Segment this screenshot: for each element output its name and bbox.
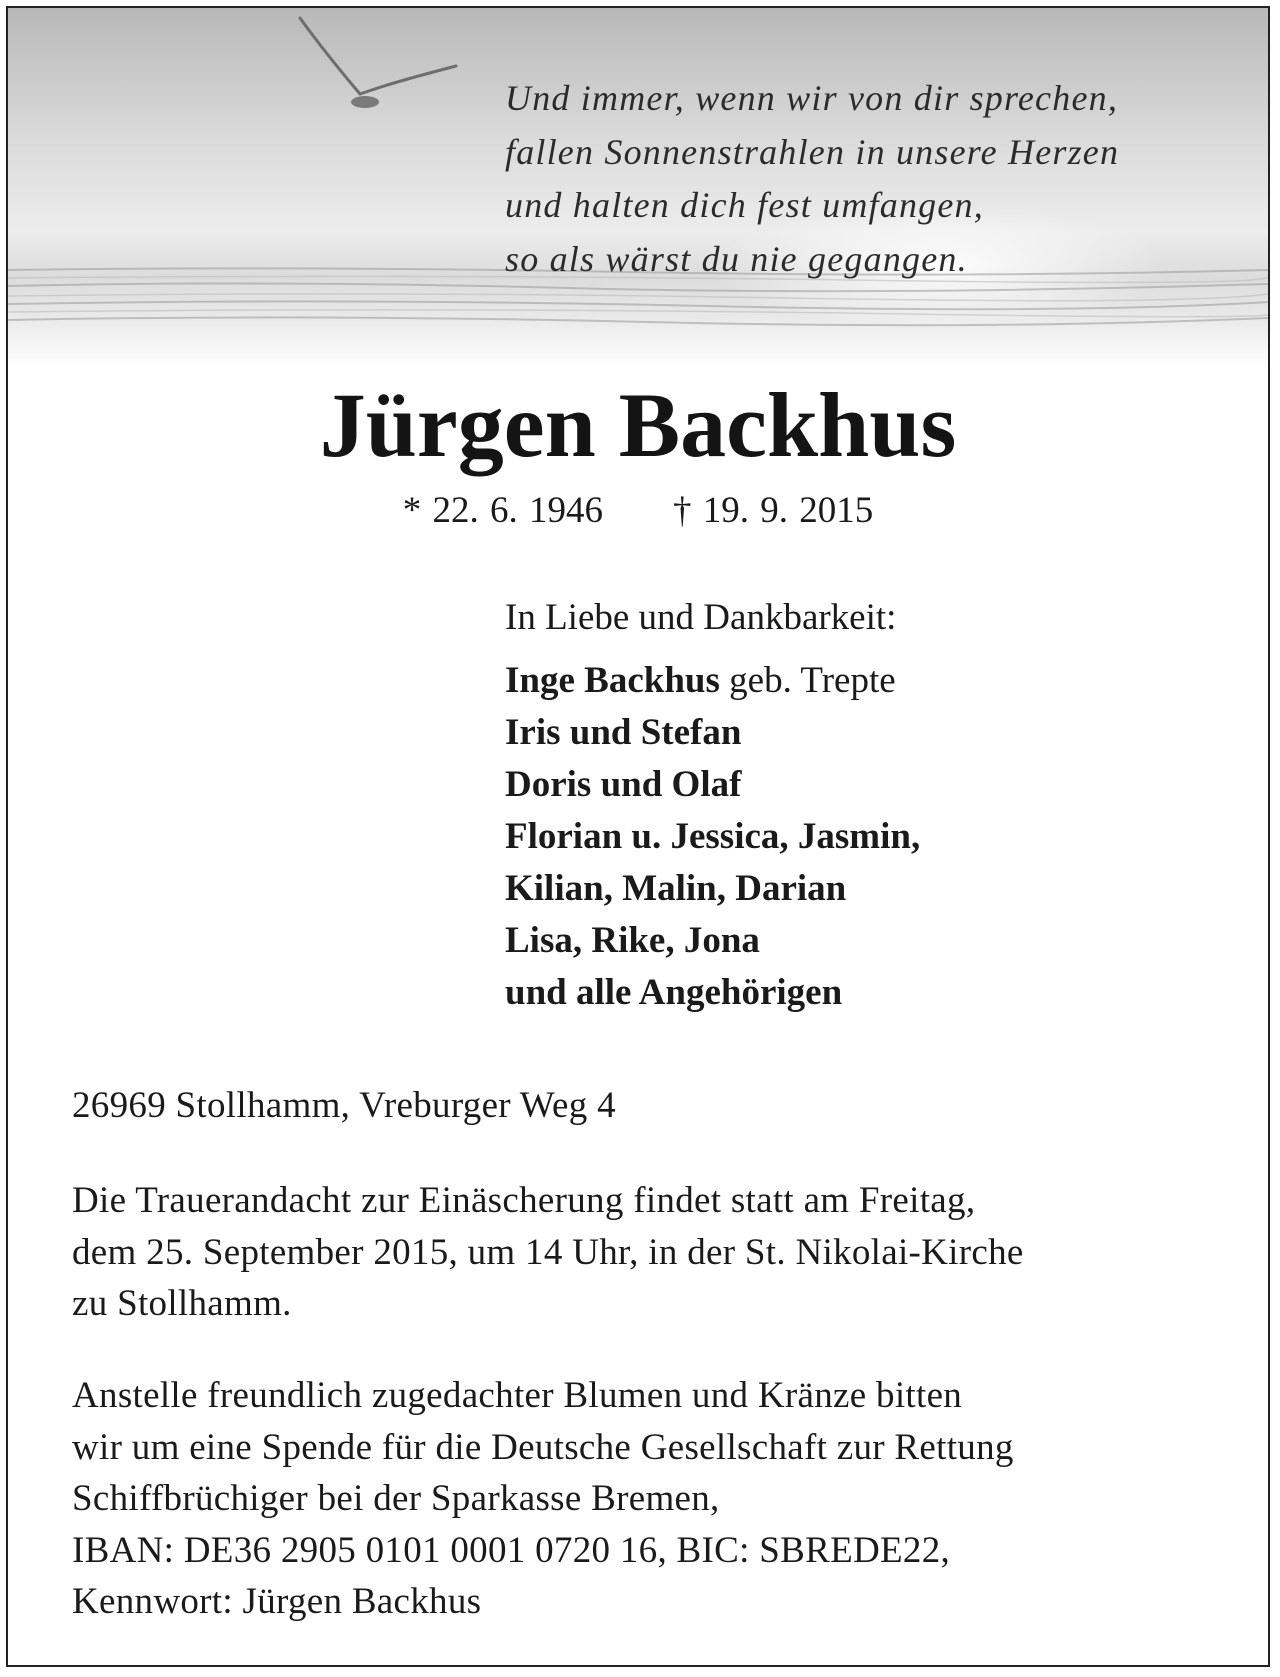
- donation-info: [72, 1370, 1242, 1628]
- mourner-line: [505, 967, 1245, 1019]
- mourner-name-bold: Florian u. Jessica, Jasmin,: [505, 816, 921, 857]
- mourner-name-bold: Kilian, Malin, Darian: [505, 868, 847, 909]
- death-date: † 19. 9. 2015: [673, 490, 874, 531]
- poem-line: und halten dich fest umfangen,: [505, 185, 984, 225]
- mourner-name-bold: Lisa, Rike, Jona: [505, 920, 760, 961]
- mourner-name-bold: Iris und Stefan: [505, 712, 742, 753]
- mourner-line: [505, 811, 1245, 863]
- birth-date: * 22. 6. 1946: [402, 490, 603, 531]
- address: [72, 1080, 1242, 1132]
- donation-line: IBAN: DE36 2905 0101 0001 0720 16, BIC: SBREDE22,: [72, 1529, 951, 1571]
- poem: [505, 72, 1245, 286]
- donation-line: Anstelle freundlich zugedachter Blumen und Kränze bitten: [72, 1375, 963, 1416]
- mourner-line: [505, 915, 1245, 967]
- ceremony-info: [72, 1175, 1242, 1330]
- ceremony-line: zu Stollhamm.: [72, 1283, 292, 1324]
- mourner-name-bold: Doris und Olaf: [505, 764, 742, 805]
- mourner-line: [505, 707, 1245, 759]
- mourner-line: [505, 863, 1245, 915]
- poem-line: so als wärst du nie gegangen.: [505, 238, 968, 279]
- deceased-name: Jürgen Backhus: [319, 374, 957, 476]
- mourner-name-bold: Inge Backhus: [505, 660, 720, 701]
- ceremony-line: Die Trauerandacht zur Einäscherung findet statt am Freitag,: [72, 1180, 976, 1221]
- address-line: 26969 Stollhamm, Vreburger Weg 4: [72, 1085, 616, 1126]
- poem-line: fallen Sonnenstrahlen in unsere Herzen: [505, 131, 1120, 172]
- life-dates: [8, 486, 1268, 536]
- donation-line: wir um eine Spende für die Deutsche Gesellschaft zur Rettung: [72, 1426, 1014, 1468]
- mourner-line: [505, 655, 1245, 707]
- poem-line: Und immer, wenn wir von dir sprechen,: [505, 78, 1119, 118]
- mourners-intro: In Liebe und Dankbarkeit:: [505, 597, 897, 638]
- mourner-name-bold: und alle Angehörigen: [505, 972, 843, 1013]
- ceremony-line: dem 25. September 2015, um 14 Uhr, in der St. Nikolai-Kirche: [72, 1231, 1024, 1273]
- mourner-maiden-name: geb. Trepte: [719, 660, 896, 701]
- donation-line: Schiffbrüchiger bei der Sparkasse Bremen,: [72, 1478, 720, 1519]
- mourner-line: [505, 759, 1245, 811]
- donation-line: Kennwort: Jürgen Backhus: [72, 1581, 482, 1622]
- mourners-list: [505, 655, 1245, 1019]
- obituary-notice: [6, 6, 1270, 1667]
- mourners-block: [505, 593, 1245, 1019]
